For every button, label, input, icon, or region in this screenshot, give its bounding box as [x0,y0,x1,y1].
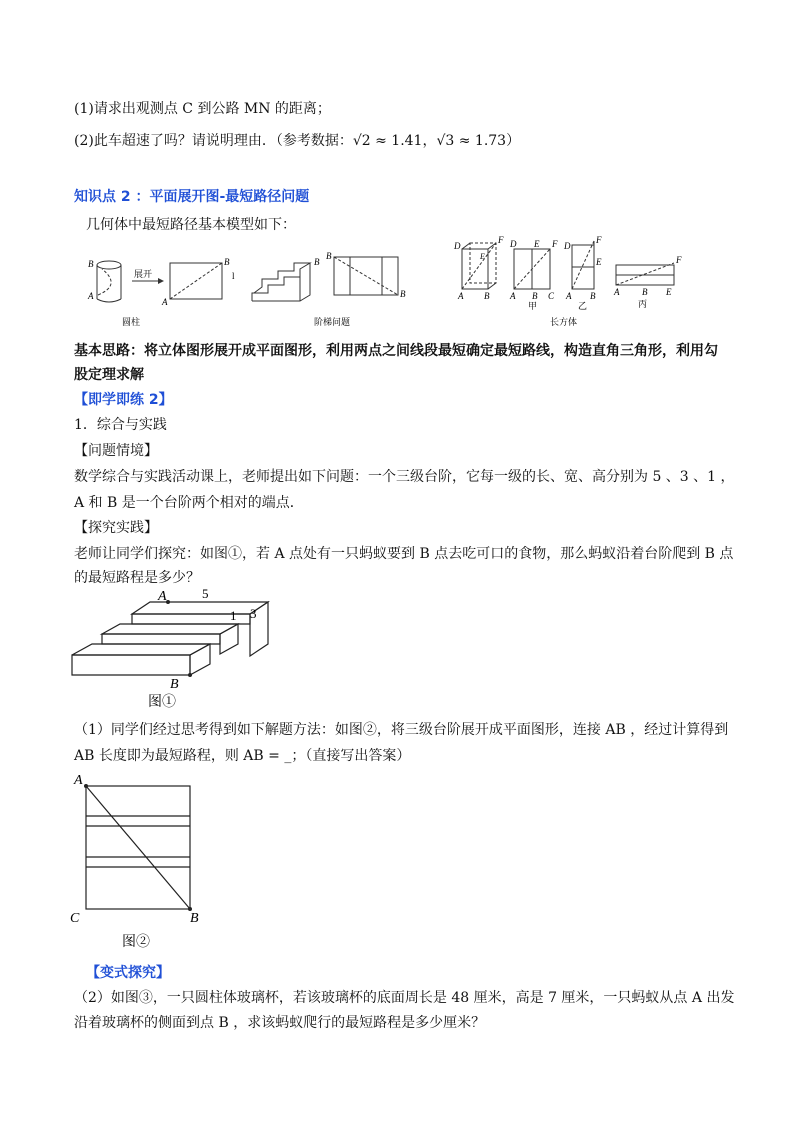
basic-idea-line-1: 基本思路：将立体图形展开成平面图形，利用两点之间线段最短确定最短路线，构造直角三角形，利用勾 [74,343,718,359]
cuboid-unfold-jia [514,249,550,289]
fig1-caption: 图① [148,695,176,710]
fig2-label-C: C [70,911,80,926]
fig1-label-length: 5 [202,586,209,601]
unfold-label: 展开 [134,269,153,279]
question-2: (2)此车超速了吗？请说明理由．（参考数据：√2 ≈ 1.41，√3 ≈ 1.73） [74,133,521,149]
variant-header: 【变式探究】 [86,965,170,981]
shortest-path-models-figure [82,235,702,325]
fig2-label-B: B [190,911,199,926]
svg-text:F: F [498,235,504,245]
label-jia: 甲 [528,301,538,311]
fig1-label-width: 3 [250,606,257,621]
part-2-line-1: （2）如图③，一只圆柱体玻璃杯，若该玻璃杯的底面周长是 48 厘米，高是 7 厘米，一只蚂蚁从点 A 出发 [74,990,735,1006]
svg-text:l: l [232,271,235,281]
part-1-line-1: （1）同学们经过思考得到如下解题方法：如图②，将三级台阶展开成平面图形，连接 AB ，经过计算得到 [74,722,729,738]
cuboid-model [462,243,496,289]
svg-text:F: F [596,235,602,245]
svg-text:D: D [564,241,571,251]
problem-context-header: 【问题情境】 [74,443,158,459]
staircase-model [252,263,310,301]
caption-cylinder: 圆柱 [122,317,141,327]
svg-text:A: A [614,287,620,297]
svg-text:B: B [532,291,538,301]
explore-line-2: 的最短路程是多少？ [74,570,200,586]
part-1-line-2: AB 长度即为最短路程，则 AB = _；（直接写出答案） [74,748,411,764]
explore-line-1: 老师让同学们探究：如图①，若 A 点处有一只蚂蚁要到 B 点去吃可口的食物，那么蚂蚁沿着台阶爬到 B 点 [74,546,734,562]
caption-staircase: 阶梯问题 [314,317,351,327]
label-bing: 丙 [638,299,648,309]
svg-text:F: F [552,239,558,249]
fig2-caption: 图② [122,935,150,950]
svg-text:E: E [666,287,672,297]
svg-text:B: B [88,259,94,269]
svg-text:E: E [596,257,602,267]
fig1-label-B: B [170,677,179,692]
svg-text:A: A [458,291,464,301]
cuboid-unfold-yi [572,241,594,289]
figure-1-staircase [72,588,282,708]
fig1-label-A: A [158,589,167,604]
staircase-unfolded [334,257,398,295]
svg-text:A: A [566,291,572,301]
svg-text:F: F [676,255,682,265]
practice-header: 【即学即练 2】 [74,392,173,408]
svg-text:B: B [590,291,596,301]
knowledge-point-2-intro: 几何体中最短路径基本模型如下： [86,217,296,233]
explore-header: 【探究实践】 [74,520,158,536]
context-line-1: 数学综合与实践活动课上，老师提出如下问题：一个三级台阶，它每一级的长、宽、高分别为 5 、3 、1 ， [74,469,735,485]
fig1-label-height: 1 [230,608,237,623]
cylinder-unfolded [170,263,222,299]
svg-text:C: C [548,291,555,301]
svg-text:B: B [224,257,230,267]
svg-text:A: A [162,297,168,307]
part-2-line-2: 沿着玻璃杯的侧面到点 B ，求该蚂蚁爬行的最短路程是多少厘米？ [74,1015,486,1031]
svg-text:B: B [326,251,332,261]
label-yi: 乙 [578,301,588,311]
svg-text:A: A [510,291,516,301]
svg-text:E: E [480,252,485,261]
figure-2-unfolded [70,770,210,950]
svg-text:A: A [88,291,94,301]
svg-text:E: E [534,239,540,249]
cuboid-unfold-bing [616,263,674,285]
svg-text:D: D [454,241,461,251]
item-1: 1．综合与实践 [74,417,167,433]
cylinder-model [97,261,121,302]
knowledge-point-2-title: 知识点 2 ：平面展开图-最短路径问题 [74,189,310,205]
svg-text:B: B [642,287,648,297]
context-line-2: A 和 B 是一个台阶两个相对的端点． [74,495,304,511]
svg-text:D: D [510,239,517,249]
fig2-label-A: A [74,773,83,788]
svg-text:B: B [314,257,320,267]
svg-text:B: B [484,291,490,301]
caption-cuboid: 长方体 [550,317,578,327]
svg-text:B: B [400,289,406,299]
basic-idea-line-2: 股定理求解 [74,367,144,383]
question-1: (1)请求出观测点 C 到公路 MN 的距离； [74,101,331,117]
